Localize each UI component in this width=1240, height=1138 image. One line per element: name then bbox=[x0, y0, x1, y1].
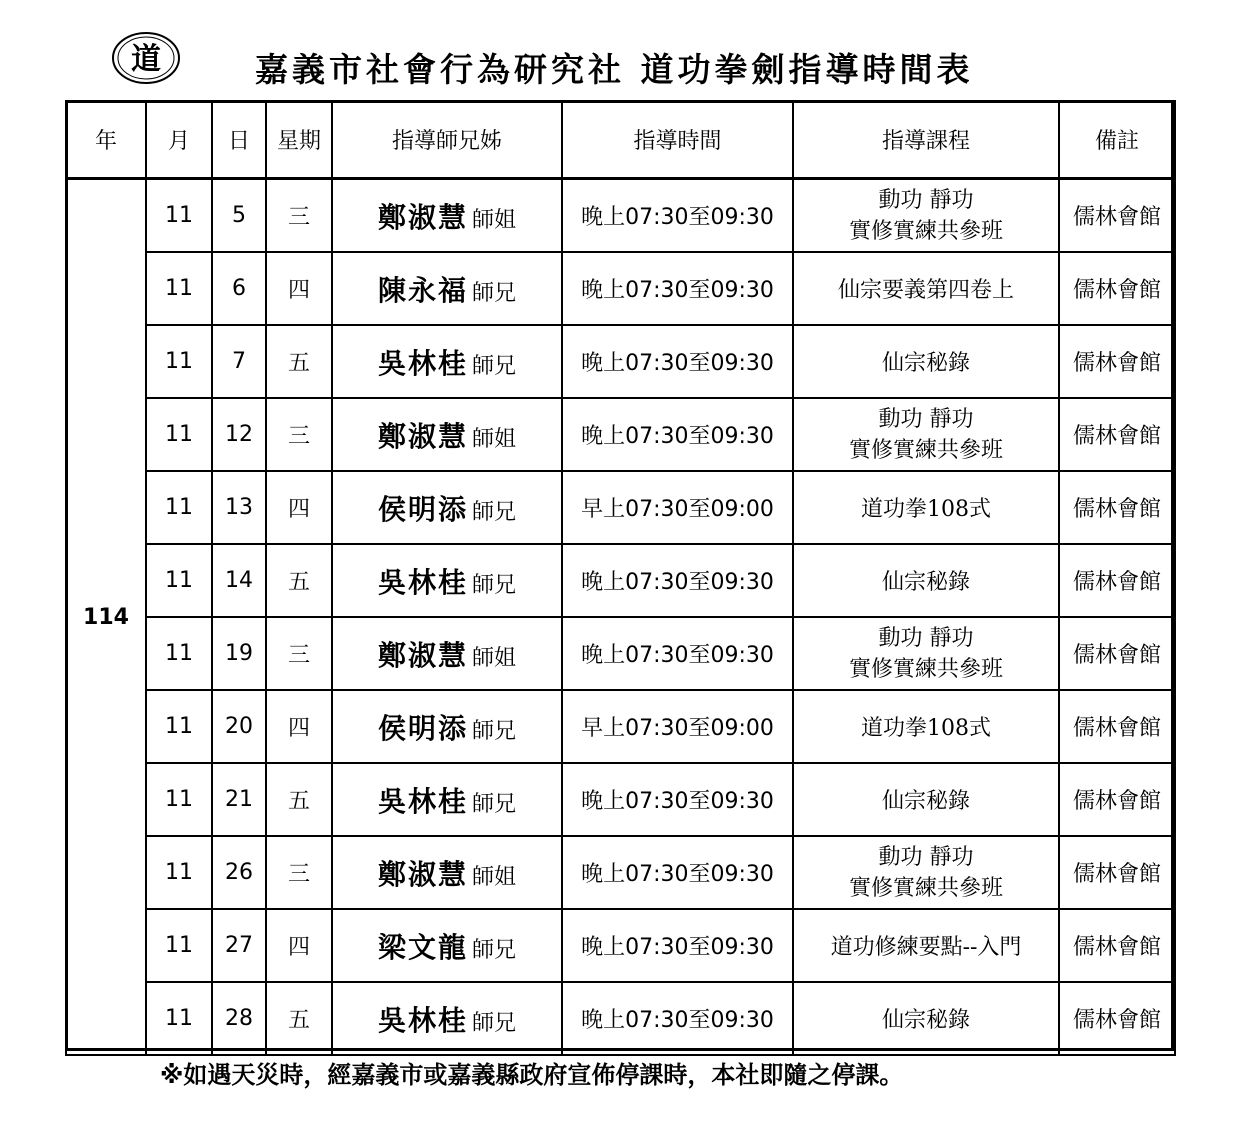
header-weekday: 星期 bbox=[266, 101, 332, 179]
note-cell: 儒林會館 bbox=[1059, 398, 1175, 471]
month-cell: 11 bbox=[146, 325, 212, 398]
teacher-rank: 師兄 bbox=[472, 937, 517, 963]
teacher-rank: 師姐 bbox=[472, 645, 517, 671]
header-month: 月 bbox=[146, 101, 212, 179]
month-cell: 11 bbox=[146, 909, 212, 982]
weekday-cell: 四 bbox=[266, 252, 332, 325]
course-line-2: 實修實練共參班 bbox=[848, 437, 1003, 463]
day-cell: 14 bbox=[212, 544, 266, 617]
month-cell: 11 bbox=[146, 471, 212, 544]
note-cell: 儒林會館 bbox=[1059, 690, 1175, 763]
course-line-2: 實修實練共參班 bbox=[848, 218, 1003, 244]
note-cell: 儒林會館 bbox=[1059, 617, 1175, 690]
course-cell: 仙宗秘錄 bbox=[793, 763, 1059, 836]
teacher-rank: 師兄 bbox=[472, 499, 517, 525]
weekday-cell: 四 bbox=[266, 471, 332, 544]
month-cell: 11 bbox=[146, 763, 212, 836]
note-cell: 儒林會館 bbox=[1059, 471, 1175, 544]
month-cell: 11 bbox=[146, 690, 212, 763]
course-cell: 仙宗要義第四卷上 bbox=[793, 252, 1059, 325]
day-cell: 27 bbox=[212, 909, 266, 982]
time-cell: 晚上07:30至09:30 bbox=[562, 544, 793, 617]
day-cell: 13 bbox=[212, 471, 266, 544]
weekday-cell: 四 bbox=[266, 909, 332, 982]
time-cell: 晚上07:30至09:30 bbox=[562, 909, 793, 982]
month-cell: 11 bbox=[146, 544, 212, 617]
time-cell: 晚上07:30至09:30 bbox=[562, 252, 793, 325]
teacher-name: 侯明添 bbox=[377, 492, 468, 526]
time-cell: 晚上07:30至09:30 bbox=[562, 325, 793, 398]
time-cell: 晚上07:30至09:30 bbox=[562, 617, 793, 690]
month-cell: 11 bbox=[146, 982, 212, 1055]
teacher-rank: 師兄 bbox=[472, 718, 517, 744]
note-cell: 儒林會館 bbox=[1059, 252, 1175, 325]
month-cell: 11 bbox=[146, 398, 212, 471]
table-outer-border bbox=[65, 100, 1174, 1051]
header-day: 日 bbox=[212, 101, 266, 179]
teacher-name: 鄭淑慧 bbox=[377, 419, 468, 453]
header-teacher: 指導師兄姊 bbox=[332, 101, 562, 179]
teacher-rank: 師姐 bbox=[472, 864, 517, 890]
course-line-2: 實修實練共參班 bbox=[848, 875, 1003, 901]
teacher-name: 鄭淑慧 bbox=[377, 857, 468, 891]
time-cell: 早上07:30至09:00 bbox=[562, 690, 793, 763]
time-cell: 晚上07:30至09:30 bbox=[562, 836, 793, 909]
teacher-name: 鄭淑慧 bbox=[377, 638, 468, 672]
note-cell: 儒林會館 bbox=[1059, 325, 1175, 398]
day-cell: 5 bbox=[212, 179, 266, 253]
teacher-rank: 師兄 bbox=[472, 572, 517, 598]
teacher-rank: 師兄 bbox=[472, 1010, 517, 1036]
time-cell: 晚上07:30至09:30 bbox=[562, 763, 793, 836]
day-cell: 20 bbox=[212, 690, 266, 763]
weekday-cell: 五 bbox=[266, 544, 332, 617]
course-cell: 仙宗秘錄 bbox=[793, 982, 1059, 1055]
header-course: 指導課程 bbox=[793, 101, 1059, 179]
teacher-rank: 師姐 bbox=[472, 207, 517, 233]
time-cell: 晚上07:30至09:30 bbox=[562, 179, 793, 253]
weekday-cell: 五 bbox=[266, 763, 332, 836]
teacher-rank: 師兄 bbox=[472, 791, 517, 817]
course-cell: 道功拳108式 bbox=[793, 471, 1059, 544]
month-cell: 11 bbox=[146, 836, 212, 909]
teacher-rank: 師兄 bbox=[472, 280, 517, 306]
teacher-name: 鄭淑慧 bbox=[377, 200, 468, 234]
course-line-2: 實修實練共參班 bbox=[848, 656, 1003, 682]
time-cell: 晚上07:30至09:30 bbox=[562, 982, 793, 1055]
note-cell: 儒林會館 bbox=[1059, 982, 1175, 1055]
note-cell: 儒林會館 bbox=[1059, 763, 1175, 836]
course-cell: 道功修練要點--入門 bbox=[793, 909, 1059, 982]
teacher-name: 梁文龍 bbox=[377, 930, 468, 964]
day-cell: 7 bbox=[212, 325, 266, 398]
teacher-name: 侯明添 bbox=[377, 711, 468, 745]
teacher-name: 吳林桂 bbox=[377, 1003, 468, 1037]
teacher-name: 吳林桂 bbox=[377, 565, 468, 599]
weekday-cell: 三 bbox=[266, 398, 332, 471]
course-line-1: 動功 靜功 bbox=[878, 187, 974, 213]
header-time: 指導時間 bbox=[562, 101, 793, 179]
course-line-1: 動功 靜功 bbox=[878, 844, 974, 870]
footer-notice: ※如遇天災時，經嘉義市或嘉義縣政府宣佈停課時，本社即隨之停課。 bbox=[160, 1061, 904, 1089]
course-cell: 仙宗秘錄 bbox=[793, 544, 1059, 617]
time-cell: 早上07:30至09:00 bbox=[562, 471, 793, 544]
seal-character: 道 bbox=[131, 42, 161, 77]
note-cell: 儒林會館 bbox=[1059, 179, 1175, 253]
course-line-1: 動功 靜功 bbox=[878, 625, 974, 651]
course-cell: 仙宗秘錄 bbox=[793, 325, 1059, 398]
day-cell: 21 bbox=[212, 763, 266, 836]
teacher-rank: 師兄 bbox=[472, 353, 517, 379]
header-year: 年 bbox=[66, 101, 146, 179]
month-cell: 11 bbox=[146, 617, 212, 690]
teacher-rank: 師姐 bbox=[472, 426, 517, 452]
year-cell: 114 bbox=[66, 179, 146, 1056]
month-cell: 11 bbox=[146, 179, 212, 253]
day-cell: 6 bbox=[212, 252, 266, 325]
teacher-name: 吳林桂 bbox=[377, 784, 468, 818]
month-cell: 11 bbox=[146, 252, 212, 325]
day-cell: 26 bbox=[212, 836, 266, 909]
day-cell: 19 bbox=[212, 617, 266, 690]
header-note: 備註 bbox=[1059, 101, 1175, 179]
course-line-1: 動功 靜功 bbox=[878, 406, 974, 432]
society-seal-logo bbox=[111, 31, 181, 85]
day-cell: 28 bbox=[212, 982, 266, 1055]
teacher-name: 吳林桂 bbox=[377, 346, 468, 380]
page-title: 嘉義市社會行為研究社 道功拳劍指導時間表 bbox=[255, 50, 974, 89]
weekday-cell: 三 bbox=[266, 179, 332, 253]
day-cell: 12 bbox=[212, 398, 266, 471]
course-cell: 道功拳108式 bbox=[793, 690, 1059, 763]
weekday-cell: 三 bbox=[266, 836, 332, 909]
note-cell: 儒林會館 bbox=[1059, 836, 1175, 909]
note-cell: 儒林會館 bbox=[1059, 544, 1175, 617]
weekday-cell: 五 bbox=[266, 325, 332, 398]
note-cell: 儒林會館 bbox=[1059, 909, 1175, 982]
weekday-cell: 五 bbox=[266, 982, 332, 1055]
weekday-cell: 四 bbox=[266, 690, 332, 763]
time-cell: 晚上07:30至09:30 bbox=[562, 398, 793, 471]
weekday-cell: 三 bbox=[266, 617, 332, 690]
teacher-name: 陳永福 bbox=[377, 273, 468, 307]
